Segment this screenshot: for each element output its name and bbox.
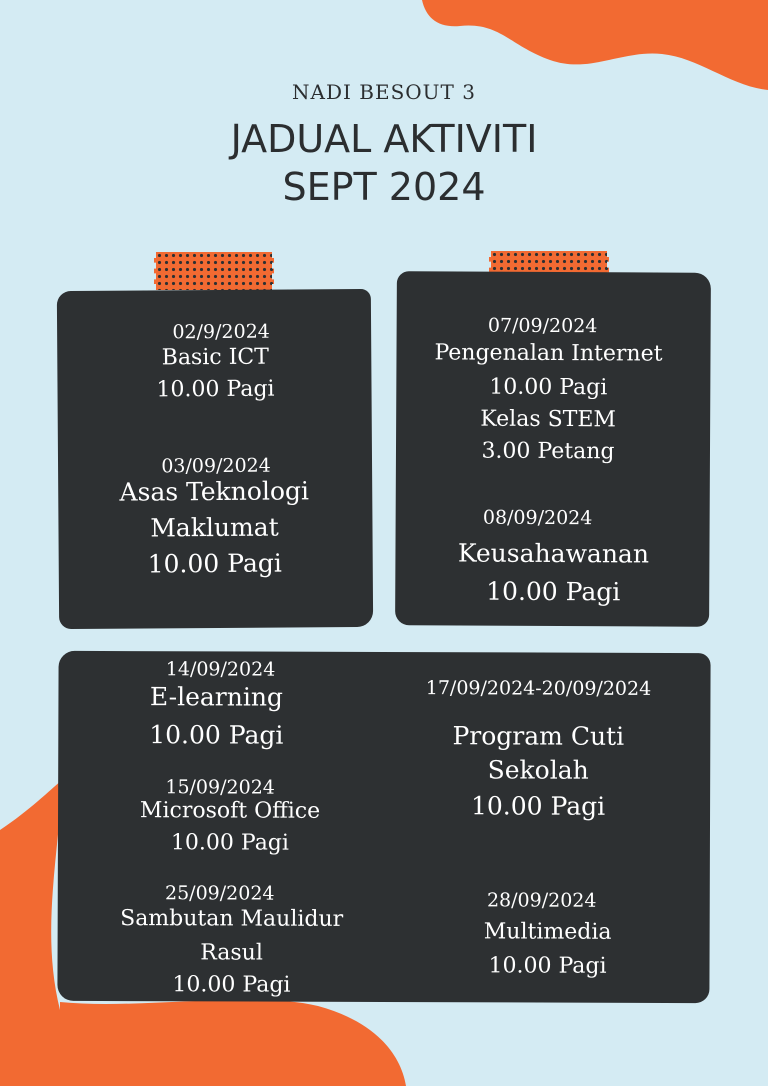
schedule-card-weeks3-4: [57, 651, 710, 1003]
event-title: E-learning: [149, 682, 284, 712]
event-title-cont: Sekolah: [487, 755, 589, 785]
event-date: 17/09/2024-20/09/2024: [425, 677, 652, 700]
event-time: 10.00 Pagi: [486, 576, 621, 607]
event-title: Program Cuti: [452, 721, 625, 751]
event-title-cont: Maklumat: [150, 512, 279, 543]
event-time: 10.00 Pagi: [170, 830, 290, 856]
orange-blob-top-right: [400, 0, 768, 90]
event-time: 10.00 Pagi: [147, 548, 282, 579]
event-time: 10.00 Pagi: [172, 972, 291, 998]
event-title: Sambutan Maulidur: [120, 906, 344, 932]
event-title: Asas Teknologi: [119, 476, 310, 507]
event-date: 07/09/2024: [487, 314, 598, 338]
event-date: 08/09/2024: [482, 506, 593, 530]
event-date: 28/09/2024: [486, 889, 597, 912]
event-time: 10.00 Pagi: [489, 374, 608, 401]
event-time: 10.00 Pagi: [149, 720, 284, 750]
event-title: Microsoft Office: [139, 798, 321, 824]
page-title: JADUAL AKTIVITI: [230, 117, 538, 161]
schedule-card-week2: [395, 271, 711, 627]
event-title: Multimedia: [483, 919, 612, 945]
event-date: 15/09/2024: [165, 776, 275, 799]
event-date: 14/09/2024: [165, 658, 276, 681]
event-title: Pengenalan Internet: [434, 340, 663, 367]
event-time: 10.00 Pagi: [156, 376, 275, 403]
schedule-card-week1: [57, 289, 373, 629]
event-title: Basic ICT: [161, 344, 269, 371]
organization-name: NADI BESOUT 3: [292, 80, 476, 104]
event-date: 25/09/2024: [164, 882, 275, 905]
event-date: 03/09/2024: [161, 454, 271, 478]
tape-decoration: [154, 252, 274, 290]
event-title-cont: Rasul: [200, 940, 263, 966]
event-title: Kelas STEM: [480, 406, 617, 433]
event-date: 02/9/2024: [172, 320, 270, 344]
event-time: 3.00 Petang: [481, 438, 615, 465]
event-title: Keusahawanan: [457, 538, 650, 569]
event-time: 10.00 Pagi: [470, 791, 606, 821]
event-time: 10.00 Pagi: [488, 953, 607, 979]
page-subtitle-month: SEPT 2024: [282, 165, 486, 209]
